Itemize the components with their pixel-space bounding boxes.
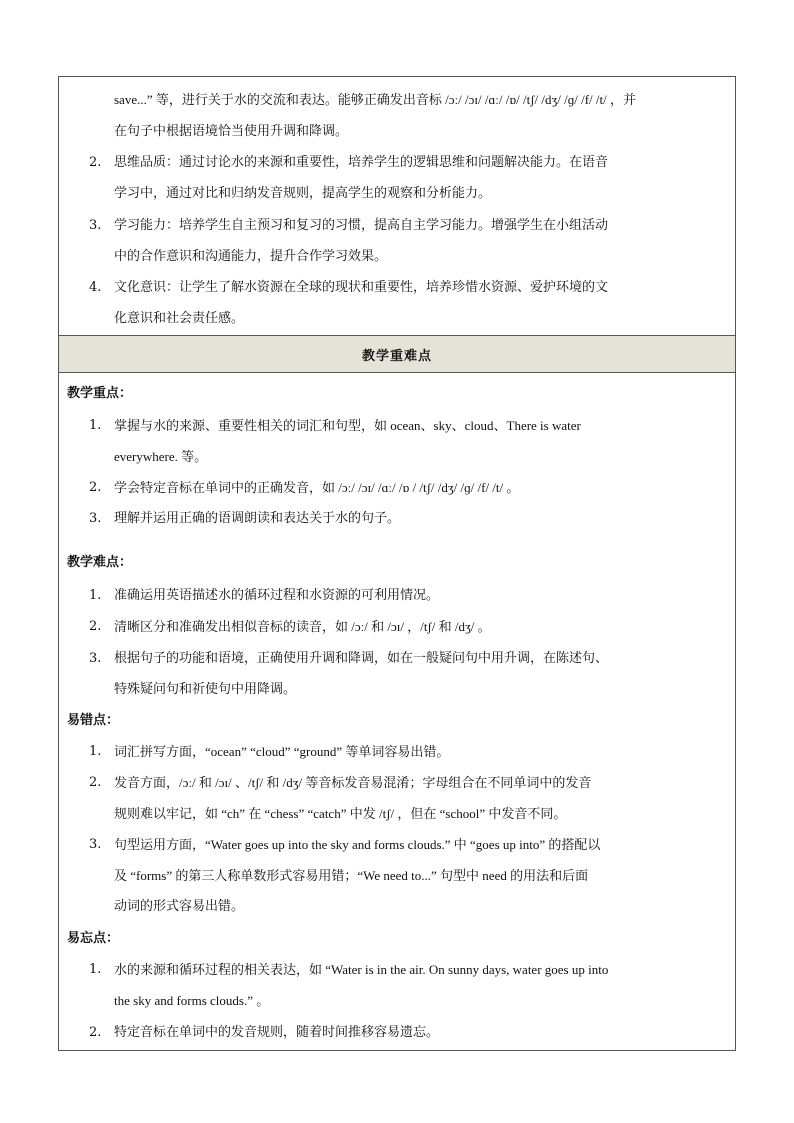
- list-number: 2.: [89, 775, 102, 790]
- section-header-title: 教学重难点: [361, 348, 432, 364]
- key-point-1-line: 掌握与水的来源、重要性相关的词汇和句型，如 ocean、sky、cloud、There is water: [114, 418, 581, 433]
- key-point-3-line: 理解并运用正确的语调朗读和表达关于水的句子。: [114, 511, 401, 526]
- list-number: 3.: [89, 511, 102, 526]
- error-prone-heading: 易错点：: [67, 713, 120, 728]
- difficult-point-1-line: 准确运用英语描述水的循环过程和水资源的可利用情况。: [114, 588, 440, 603]
- list-number: 3.: [89, 218, 102, 233]
- error-prone-3-line: 动词的形式容易出错。: [114, 899, 245, 914]
- section-header: [59, 336, 735, 373]
- objective-1-line: 在句子中根据语境恰当使用升调和降调。: [114, 124, 349, 139]
- list-number: 3.: [89, 837, 102, 852]
- key-points-section: [59, 373, 735, 1050]
- list-number: 2.: [89, 1025, 102, 1040]
- list-number: 2.: [89, 480, 102, 495]
- list-number: 1.: [89, 418, 102, 433]
- easy-forget-2-line: 特定音标在单词中的发音规则，随着时间推移容易遗忘。: [114, 1025, 440, 1040]
- objective-3-line: 中的合作意识和沟通能力，提升合作学习效果。: [114, 249, 388, 264]
- error-prone-3-line: 句型运用方面，“Water goes up into the sky and forms clouds.” 中 “goes up into” 的搭配以: [114, 837, 601, 852]
- list-number: 2.: [89, 619, 102, 634]
- list-number: 1.: [89, 588, 102, 603]
- key-point-1-line: everywhere. 等。: [114, 449, 208, 464]
- error-prone-3-line: 及 “forms” 的第三人称单数形式容易用错；“We need to...” 句型中 need 的用法和后面: [114, 868, 589, 883]
- easy-forget-1-line: the sky and forms clouds.” 。: [114, 993, 270, 1008]
- error-prone-1-line: 词汇拼写方面，“ocean” “cloud” “ground” 等单词容易出错。: [114, 744, 450, 759]
- difficult-point-3-line: 特殊疑问句和祈使句中用降调。: [114, 682, 297, 697]
- objective-4-line: 化意识和社会责任感。: [114, 311, 245, 326]
- objective-3-line: 学习能力：培养学生自主预习和复习的习惯，提高自主学习能力。增强学生在小组活动: [114, 218, 609, 233]
- objective-2-line: 学习中，通过对比和归纳发音规则，提高学生的观察和分析能力。: [114, 186, 492, 201]
- list-number: 1.: [89, 744, 102, 759]
- objective-4-line: 文化意识：让学生了解水资源在全球的现状和重要性，培养珍惜水资源、爱护环境的文: [114, 280, 609, 295]
- list-number: 3.: [89, 651, 102, 666]
- difficult-point-3-line: 根据句子的功能和语境，正确使用升调和降调，如在一般疑问句中用升调，在陈述句、: [114, 651, 609, 666]
- difficult-points-heading: 教学难点：: [67, 555, 133, 570]
- key-point-2-line: 学会特定音标在单词中的正确发音，如 /ɔː/ /ɔɪ/ /ɑː/ /ɒ / /tʃ/ /dʒ/ /ɡ/ /f/ /t/ 。: [114, 480, 520, 495]
- error-prone-2-line: 发音方面，/ɔː/ 和 /ɔɪ/ 、/tʃ/ 和 /dʒ/ 等音标发音易混淆；字母组合在不同单词中的发音: [114, 775, 592, 790]
- list-number: 2.: [89, 155, 102, 170]
- easy-forget-heading: 易忘点：: [67, 931, 120, 946]
- lesson-plan-table: [58, 76, 736, 1051]
- key-points-heading: 教学重点：: [67, 386, 133, 401]
- list-number: 4.: [89, 280, 102, 295]
- list-number: 1.: [89, 962, 102, 977]
- error-prone-2-line: 规则难以牢记，如 “ch” 在 “chess” “catch” 中发 /tʃ/ ，但在 “school” 中发音不同。: [114, 806, 567, 821]
- easy-forget-1-line: 水的来源和循环过程的相关表达，如 “Water is in the air. On sunny days, water goes up into: [114, 962, 609, 977]
- difficult-point-2-line: 清晰区分和准确发出相似音标的读音，如 /ɔː/ 和 /ɔɪ/ ，/tʃ/ 和 /dʒ/ 。: [114, 619, 491, 634]
- objective-1-line: save...” 等，进行关于水的交流和表达。能够正确发出音标 /ɔː/ /ɔɪ/ /ɑː/ /ɒ/ /tʃ/ /dʒ/ /ɡ/ /f/ /t/ ，并: [114, 92, 637, 107]
- objective-2-line: 思维品质：通过讨论水的来源和重要性，培养学生的逻辑思维和问题解决能力。在语音: [114, 155, 609, 170]
- objectives-section: [59, 77, 735, 336]
